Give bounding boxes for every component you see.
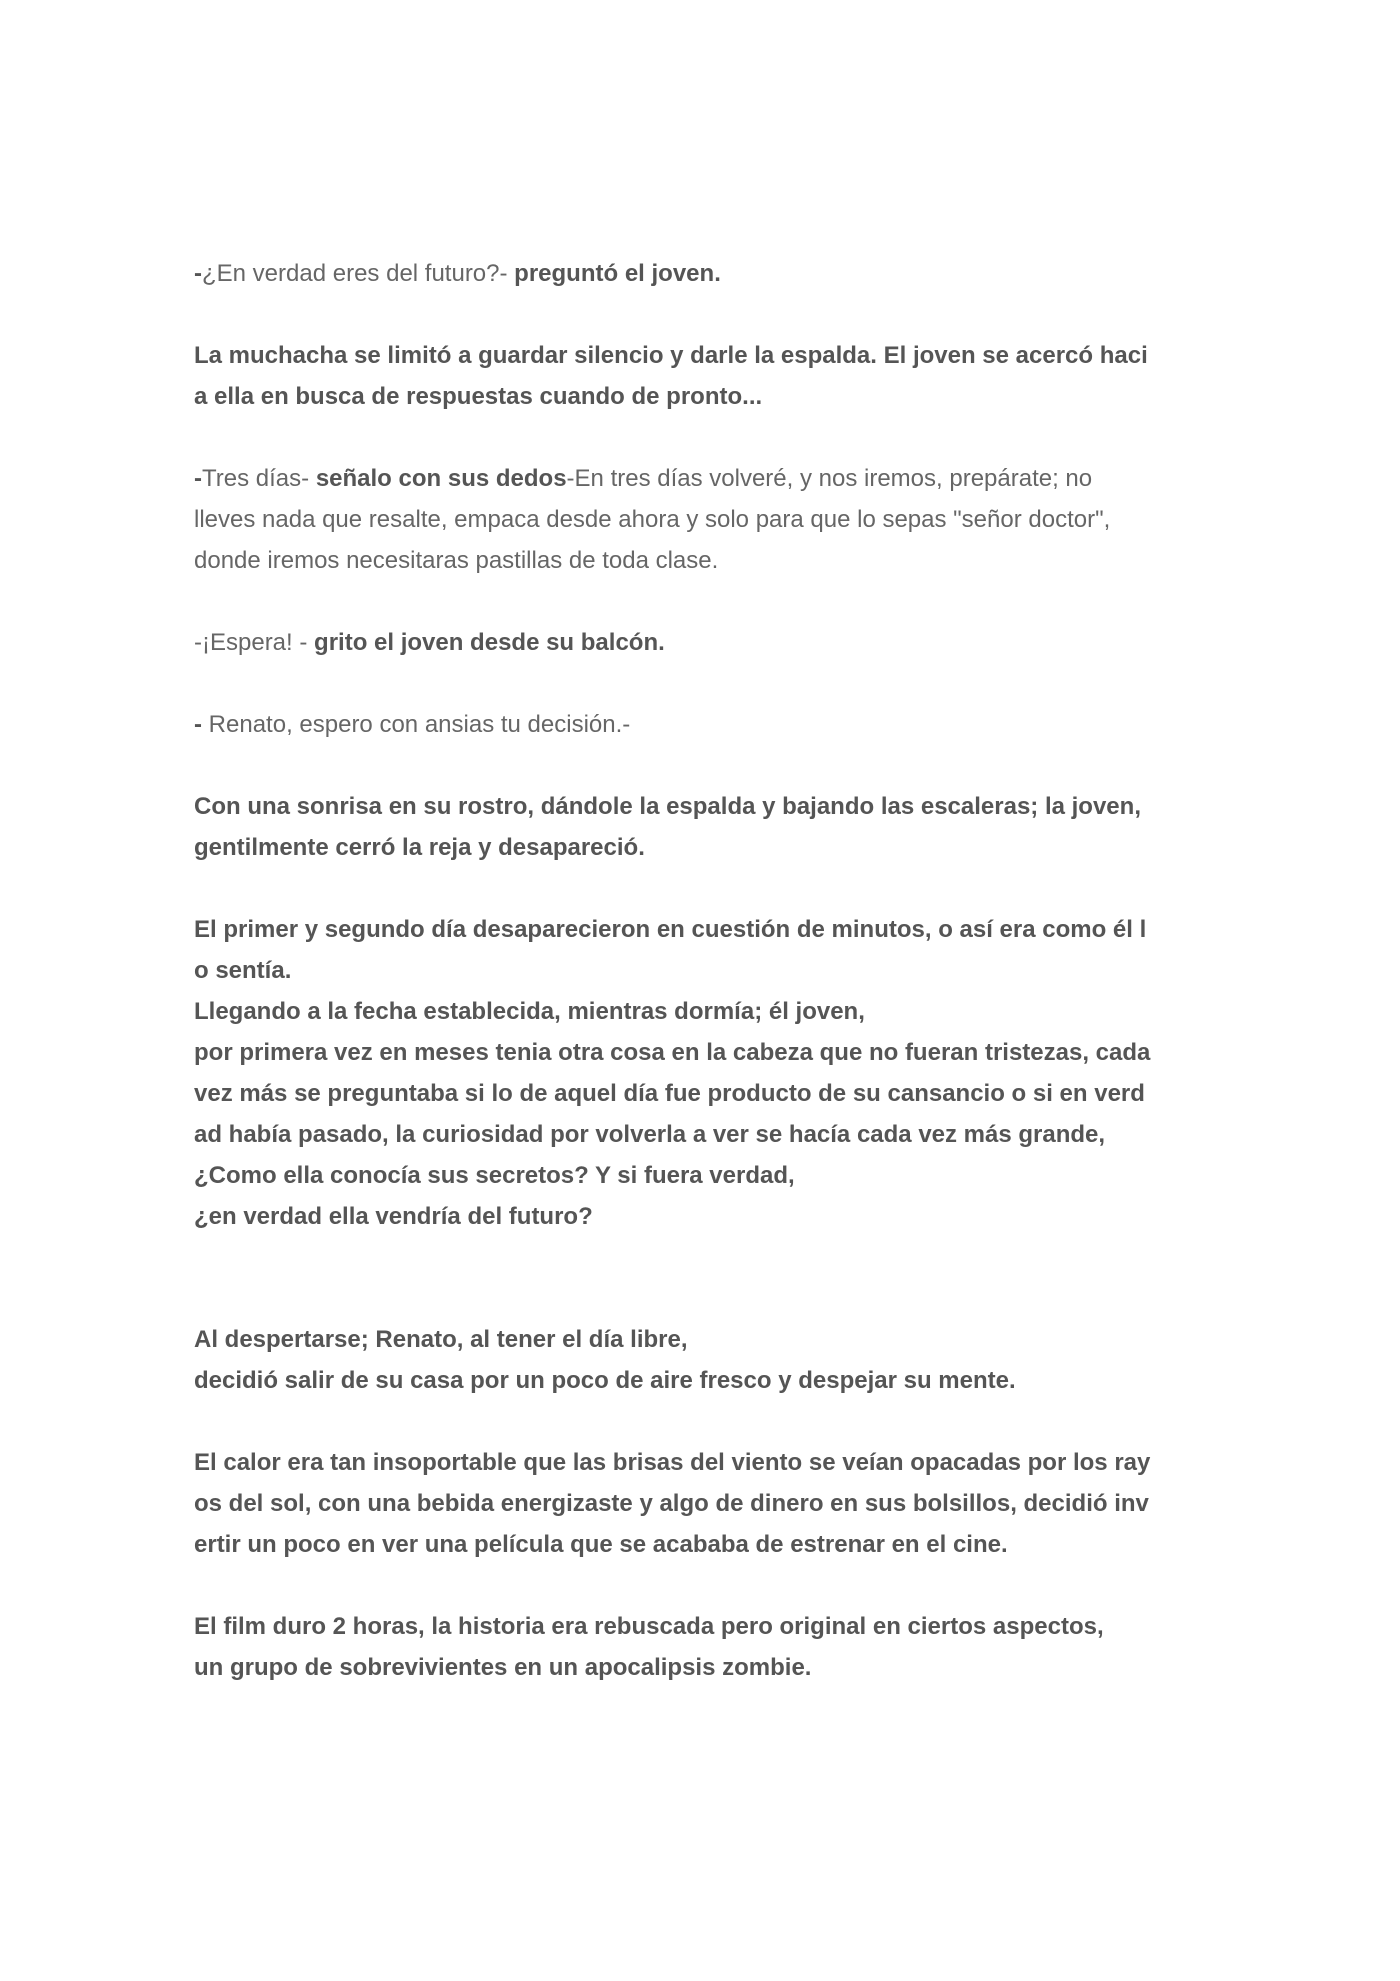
regular-text-run: donde iremos necesitaras pastillas de toda clase. [194,547,719,574]
bold-text-run: - [194,260,202,287]
text-line [194,622,1224,663]
text-line [194,1319,1224,1360]
bold-text-run: señalo con sus dedos [315,465,567,492]
bold-text-run: - [194,465,202,492]
bold-text-run: grito el joven desde su balcón. [314,629,665,656]
text-line [194,950,1224,991]
paragraph [194,253,1224,294]
text-line [194,253,1224,294]
bold-text-run: decidió salir de su casa por un poco de aire fresco y despejar su mente. [194,1367,1016,1394]
text-line [194,786,1224,827]
paragraph [194,1442,1224,1565]
bold-text-run: o sentía. [194,957,292,984]
text-line [194,704,1224,745]
text-line [194,1155,1224,1196]
bold-text-run: preguntó el joven. [514,260,721,287]
text-line [194,1606,1224,1647]
document-page [194,253,1224,1729]
text-line [194,1032,1224,1073]
text-line [194,1483,1224,1524]
bold-text-run: vez más se preguntaba si lo de aquel día fue producto de su cansancio o si en verd [194,1080,1145,1107]
bold-text-run: Con una sonrisa en su rostro, dándole la espalda y bajando las escaleras; la joven, [194,793,1141,820]
bold-text-run: El primer y segundo día desaparecieron en cuestión de minutos, o así era como él l [194,916,1147,943]
text-line [194,458,1224,499]
text-line [194,540,1224,581]
paragraph [194,1606,1224,1688]
text-line [194,991,1224,1032]
bold-text-run: ad había pasado, la curiosidad por volverla a ver se hacía cada vez más grande, [194,1121,1106,1148]
bold-text-run: El film duro 2 horas, la historia era rebuscada pero original en ciertos aspectos, [194,1613,1104,1640]
paragraph [194,622,1224,663]
text-line [194,1114,1224,1155]
regular-text-run: -En tres días volveré, y nos iremos, prepárate; no [566,465,1093,492]
text-line [194,1647,1224,1688]
regular-text-run: -¡Espera! - [194,629,315,656]
bold-text-run: ¿Como ella conocía sus secretos? Y si fuera verdad, [194,1162,795,1189]
text-line [194,1524,1224,1565]
bold-text-run: gentilmente cerró la reja y desapareció. [194,834,645,861]
bold-text-run: a ella en busca de respuestas cuando de pronto... [194,383,763,410]
regular-text-run: ¿En verdad eres del futuro?- [202,260,515,287]
regular-text-run: lleves nada que resalte, empaca desde ahora y solo para que lo sepas "señor doctor", [194,506,1111,533]
text-line [194,1073,1224,1114]
paragraph [194,1319,1224,1401]
paragraph [194,458,1224,581]
text-line [194,335,1224,376]
text-line [194,1196,1224,1237]
bold-text-run: El calor era tan insoportable que las brisas del viento se veían opacadas por los ray [194,1449,1151,1476]
paragraph [194,704,1224,745]
bold-text-run: Llegando a la fecha establecida, mientras dormía; él joven, [194,998,865,1025]
bold-text-run: - [194,711,209,738]
text-line [194,909,1224,950]
regular-text-run: Tres días- [202,465,316,492]
paragraph [194,335,1224,417]
bold-text-run: un grupo de sobrevivientes en un apocalipsis zombie. [194,1654,812,1681]
text-line [194,1360,1224,1401]
bold-text-run: La muchacha se limitó a guardar silencio y darle la espalda. El joven se acercó haci [194,342,1148,369]
regular-text-run: Renato, espero con ansias tu decisión.- [208,711,631,738]
bold-text-run: Al despertarse; Renato, al tener el día libre, [194,1326,688,1353]
bold-text-run: por primera vez en meses tenia otra cosa en la cabeza que no fueran tristezas, cada [194,1039,1151,1066]
paragraph [194,786,1224,868]
text-line [194,827,1224,868]
bold-text-run: os del sol, con una bebida energizaste y algo de dinero en sus bolsillos, decidió inv [194,1490,1149,1517]
bold-text-run: ertir un poco en ver una película que se acababa de estrenar en el cine. [194,1531,1008,1558]
text-line [194,499,1224,540]
bold-text-run: ¿en verdad ella vendría del futuro? [194,1203,593,1230]
text-line [194,1442,1224,1483]
paragraph [194,909,1224,1237]
text-line [194,376,1224,417]
